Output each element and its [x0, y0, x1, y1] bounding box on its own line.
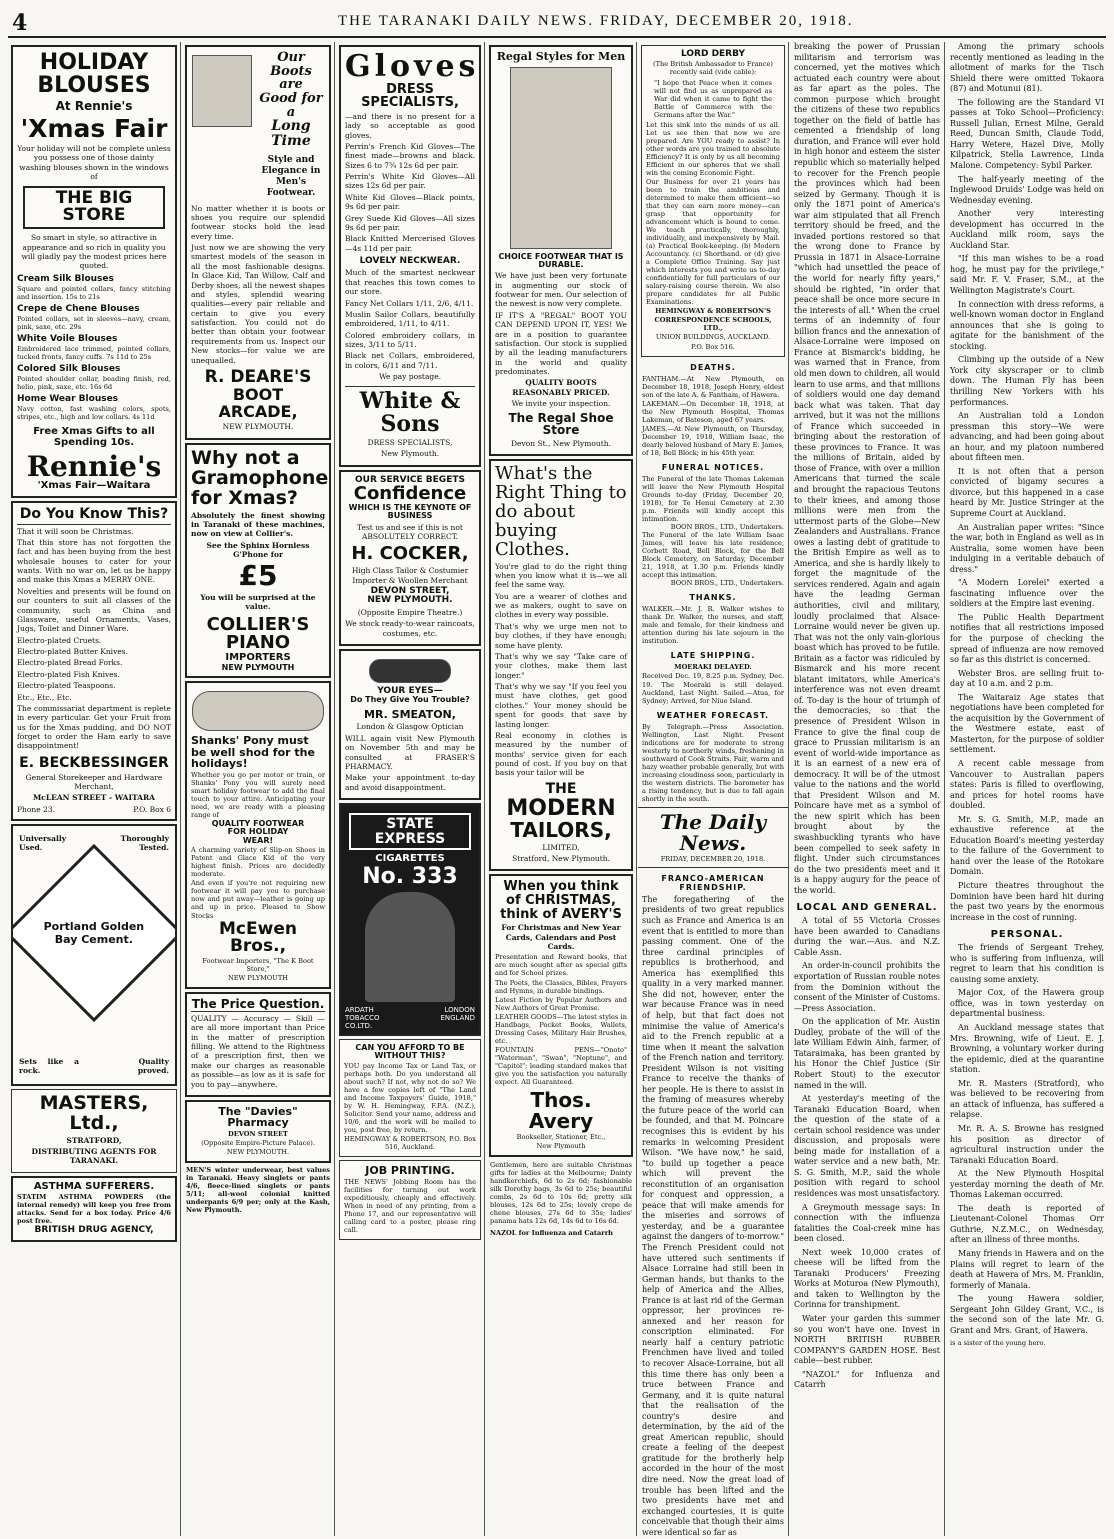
merchant-name: The Regal Shoe Store	[508, 410, 614, 438]
personal-list	[946, 943, 1108, 1336]
news-paragraph: In connection with dress reforms, a well-known woman doctor in England announces that she is going to agitate for the banishment of the stocking.	[950, 299, 1104, 351]
section-heading: LOCAL AND GENERAL.	[796, 902, 938, 914]
deare-boot-ad	[185, 45, 331, 440]
column-1	[8, 42, 181, 1536]
masters-ad	[11, 1089, 177, 1173]
ad-text: Stratford, New Plymouth.	[512, 854, 610, 863]
ad-text: HEMINGWAY & ROBERTSON, P.O. Box 516, Auckland.	[344, 1135, 476, 1152]
notice-signature: BOON BROS., LTD., Undertakers.	[670, 523, 784, 532]
ad-text: General Storekeeper and Hardware Merchant,	[25, 772, 163, 791]
ad-text: BRITISH DRUG AGENCY,	[34, 1225, 154, 1236]
ad-text: That's why we urge men not to buy clothes, if they have enough; some have plenty.	[495, 621, 627, 650]
ad-text: Whether you go per motor or train, or Shanks' Pony you will surely need smart holiday footwear to add the final touch to your attire. Anticipating your need, we are ready with a pleasing range of	[191, 770, 325, 820]
brand-number: No. 333	[362, 863, 458, 889]
blouse-desc: Square and pointed collars, fancy stitching and insertion. 15s to 21s	[17, 284, 171, 301]
ad-text: Presentation and Reward books, that are much sought after as special gifts and for School prizes.	[495, 953, 627, 978]
news-paragraph: At yesterday's meeting of the Taranaki Education Board, when the question of the state of a certain school residence was under discussion, and proposals were being made for installation of a water service and a new bath, Mr. S. G. Smith, M.P., said the whole position with regard to school residences was most unsatisfactory.	[794, 1094, 940, 1198]
ad-text: HEMINGWAY & ROBERTSON'S	[655, 307, 771, 316]
news-paragraph: Picture theatres throughout the Dominion have been hard hit during the past two years by the enormous increase in the cost of running.	[950, 881, 1104, 922]
cocker-tailor-ad	[339, 470, 481, 647]
ad-text: QUALITY FOOTWEAR	[211, 819, 305, 829]
ad-text: Style and Elegance in Men's Footwear.	[261, 154, 321, 199]
news-paragraph: Climbing up the outside of a New York city skyscraper or to climb down. The Human Fly has been thrilling New Yorkers with his performances.	[950, 355, 1104, 407]
section-heading: LATE SHIPPING.	[670, 651, 756, 661]
ad-text: You are a wearer of clothes and we as makers, ought to save on clothes in every way possible.	[495, 591, 627, 620]
news-paragraph: At the New Plymouth Hospital yesterday morning the death of Mr. Thomas Lakeman occurred.	[950, 1169, 1104, 1200]
ad-heading: The "Davies" Pharmacy	[218, 1104, 298, 1130]
ad-heading: Shanks' Pony must be well shod for the holidays!	[191, 734, 315, 771]
news-paragraph: A recent cable message from Vancouver to Australian papers states: Paris is filled to overflowing, and prices for hotel rooms have doubled.	[950, 759, 1104, 811]
merchant-name: TAILORS,	[510, 817, 612, 842]
news-paragraph: An order-in-council prohibits the exportation of Russian rouble notes from the Dominion without the consent of the Minister of Customs.—Press Association.	[794, 961, 940, 1013]
ad-heading: 'Xmas Fair	[20, 113, 168, 143]
ad-heading: Why not a Gramophone for Xmas?	[191, 446, 329, 509]
ad-text: Make your appointment to-day and avoid disappointment.	[345, 773, 475, 792]
list-item: Fancy Net Collars 1/11, 2/6, 4/11.	[345, 298, 474, 308]
merchant-name: MASTERS, Ltd.,	[39, 1091, 149, 1134]
ad-subheading: CHOICE FOOTWEAR THAT IS DURABLE.	[498, 251, 624, 269]
ad-heading: JOB PRINTING.	[365, 1164, 455, 1178]
brand-name: Rennie's	[26, 450, 162, 484]
ad-text: (The British Ambassador to France) recently said (vide cable):	[653, 60, 773, 77]
price-question-ad	[185, 992, 331, 1097]
ad-text: ARDATH TOBACCO CO.LTD.	[345, 1006, 380, 1030]
ad-text: WEAR!	[242, 835, 274, 845]
news-paragraph: Many friends in Hawera and on the Plains will regret to learn of the death at Hawera of Mrs. M. Franklin, formerly of Manaia.	[950, 1248, 1104, 1290]
news-paragraph: The young Hawera soldier, Sergeant John Gildey Grant, V.C., is the second son of the late Mr. G. Grant and Mrs. Grant, of Hawera.	[950, 1294, 1104, 1335]
news-paragraph: Major Cox, of the Hawera group office, was in town yesterday on departmental business.	[950, 988, 1104, 1019]
list-item: Grey Suede Kid Gloves—All sizes 9s 6d per pair.	[345, 213, 475, 232]
notice-text: Received Dec. 19, 8.25 p.m. Sydney, Dec. 19. The Moeraki is still delayed. Auckland, Last Night. Sailed.—Atua, for Sydney; Arrived, for Niue Island.	[642, 672, 784, 705]
news-paragraph: "A Modern Lorelei" exerted a fascinating influence over the soldiers at the Empire last evening.	[950, 578, 1104, 609]
ad-text: We invite your inspection.	[511, 399, 611, 409]
news-paragraph: A total of 55 Victoria Crosses have been awarded to Canadians during the war.—Aus. and N.Z. Cable Assn.	[794, 916, 940, 957]
blouse-name: Crepe de Chene Blouses	[17, 303, 140, 314]
ad-text: You're glad to do the right thing when you know what it is—we all feel the same way.	[495, 561, 627, 590]
blouse-desc: Pointed shoulder collar, beading finish, red, helio, pink, saxe, etc. 16s 6d	[17, 374, 171, 391]
ad-text: That's why we say "Take care of your clothes, make them last longer."	[495, 651, 627, 680]
merchant-name: White & Sons	[345, 386, 475, 436]
section-heading: THANKS.	[689, 593, 737, 603]
ad-text: We have just been very fortunate in augmenting our stock of footwear for men. Our selection of the newest is now very complete.	[495, 271, 627, 309]
ad-text: Do They Give You Trouble?	[350, 695, 470, 705]
list-item: Electro-plated Bread Forks.	[17, 658, 123, 668]
ad-heading: CAN YOU AFFORD TO BE WITHOUT THIS?	[355, 1043, 465, 1061]
ad-heading: The Price Question.	[191, 997, 325, 1012]
news-paragraph: Next week 10,000 crates of cheese will be lifted from the Taranaki Producers' Freezing Works at Moturoa (New Plymouth), and taken to Wellington by the Corinna for transhipment.	[794, 1247, 940, 1310]
list-item: Muslin Sailor Collars, beautifully embroidered, 1/11, to 4/11.	[345, 309, 475, 329]
phone: Phone 23.	[17, 804, 55, 814]
notice-text: The Funeral of the late Thomas Lakeman will leave the New Plymouth Hospital Grounds to-day (Friday, December 20, 1918), for Te Henui Cemetery at 2.30 p.m. Friends will kindly accept this intimation.	[642, 474, 784, 523]
merchant-name: R. DEARE'S	[204, 366, 312, 387]
merchant-name: ARCADE,	[218, 401, 298, 421]
notice-text: By Telegraph.—Press Association. Wellington, Last Night. Present indications are for moderate to strong westerly to northerly winds, freshening in southward of Cook Straits. Fair, warm and hazy weather probable generally, but with increasing cloudiness soon, particularly in the western districts. The barometer has a rising tendency, but is due to fall again shortly in the south.	[642, 722, 784, 803]
ad-text: FOR HOLIDAY	[227, 827, 289, 837]
editorial-text: The foregathering of the presidents of two great republics such as France and America is an event that is entitled to more than passing comment. One of the three cardinal principles of republics is brotherhood, and America has exemplified this quality in a very marked manner. She did not, however, enter the war because France was in need of help, but that fact does not minimise the value of America's aid to the French republic at a time when it meant the salvation of the French nation and territory. President Wilson is not visiting France to receive the thanks of her people. He is there to assist in the framing of measures whereby the future peace of the world can be founded, and that M. Poincare recognises this is evident by his remarks in welcoming President Wilson. "We have now," he said, "to build up together a peace which will prevent the reconstitution of an organisation for conquest and oppression, a peace that will make amends for the miseries and sorrows of yesterday, and be a guarantee against the dangers of to-morrow." The French President could not have uttered such sentiments if Alsace Lorraine had still been in German hands, but thanks to the help of America and the Allies, France is at last rid of the German oppressor, her provinces re-annexed and her reason for conscription eliminated. For nearly half a century patriotic Frenchmen have lived and toiled to recover Alsace-Lorraine, but all this time there has only been a truce between France and Germany, and it is quite natural that the realisation of the country's desire and determination, by the aid of the great American republic, should create a feeling of the deepest gratitude for the brotherly help accorded in the hour of the most dire need. Now the great load of trouble has been lifted and the two presidents have met and exchanged courtesies, it is quite conceivable that though their aims were identical so far as	[642, 894, 784, 1536]
ad-text: (Opposite Empire-Picture Palace).	[201, 1139, 315, 1148]
news-paragraph: is a sister of the young hero.	[950, 1339, 1046, 1348]
notice-text: JAMES.—At New Plymouth, on Thursday, December 19, 1918, William Isaac, the dearly beloved husband of Mary E. James, of 18, Bell Block; in his 45th year.	[642, 424, 784, 457]
ad-heading: LORD DERBY	[680, 49, 746, 59]
ad-text: Devon St., New Plymouth.	[511, 438, 611, 448]
ad-text: NEW PLYMOUTH.	[226, 1148, 290, 1157]
ad-text: UNION BUILDINGS, AUCKLAND.	[655, 333, 771, 342]
ad-text: NEW PLYMOUTH	[221, 662, 295, 672]
asthma-ad	[11, 1176, 177, 1242]
masthead-title: THE TARANAKI DAILY NEWS. FRIDAY, DECEMBER 20, 1918.	[338, 13, 854, 29]
neckwear-list	[345, 299, 475, 371]
news-paragraph: Mr. R. Masters (Stratford), who was believed to be recovering from an attack of influenza, has suffered a relapse.	[950, 1078, 1104, 1120]
news-paragraph: Water your garden this summer so you won't have one. Invest in NORTH BRITISH RUBBER COMPANY'S GARDEN HOSE. Best cable—best rubber.	[794, 1313, 940, 1366]
ad-text: LEATHER GOODS—The latest styles in Handbags, Pocket Books, Wallets, Dressing Cases, Military Hair Brushes, etc.	[495, 1012, 627, 1045]
ad-text: That's why we say "If you feel you must have clothes, get good clothes." Your money should be spent for goods that save by lasting longer.	[495, 682, 627, 729]
editorial-continued: breaking the power of Prussian militarism and terrorism was concerned, yet the motives which actuated each country were about as far apart as the poles. The common purpose which brought the citizens of these two republics together on the field of battle has cemented a friendship of long duration, and France will ever hold in high honor and esteem the sister republic which so materially helped to recover for the French people the provinces which had been seized by Germany. Though it is only the 1871 point of America's war aim stipulated that all French territory should be freed, and the invaded portions restored so that the wrong done to France by Prussia in 1871 in Alsace-Lorraine "which had unsettled the peace of the world for nearly fifty years," should be righted, "in order that peace shall be once more secure in the interests of all." When the cruel terms of an indemnity of four billion francs and the annexation of Alsace-Lorraine were imposed on France at Bismarck's bidding, he was warned that in France, from old men down to children, all would learn to use arms, and that millions of soldiers would one day demand back what was taken. That day arrived, but it was not the millions of France which succeeded in bringing about the restoration of these provinces to France. It was the millions of Britain, aided by those of France, with over a million Americans that turned the scale and brought the rapacious Teutons to their knees, and among those millions were men from the uttermost parts of the Globe—New Zealanders and Australians. France owes a lasting debt of gratitude to the British Empire as well as to America, and she is hardly likely to forget the magnitude of the services rendered. Again and again have the leading German authorities, civil and military, loudly proclaimed that Alsace-Lorraine would never be given up. That was not the only vain-glorious boast which has proved to be futile. Britain as a factor was ridiculed by Bismarck and his more recent blatant imitators, while America's interference was not even dreamt of. To-day is the hour of triumph of the democracies, so that the presence of President Wilson in France to give the final coup de grace to Prussian militarism is an event of world-wide importance as it is an earnest of a new era of democracy. It will be of the utmost value to the nations and the world that President Wilson and M. Poincare have met as a symbol of the new spirit which has been brought about by the swashbuckling tyrants who have been compelled to seek safety in flight. Under such circumstances do the two presidents meet and it is a happy augury for the peace of the world.	[794, 42, 940, 895]
ad-text: WILL again visit New Plymouth on November 5th and may be consulted at FRASER'S PHARMACY.	[345, 733, 475, 771]
paper-name: The Daily News.	[659, 809, 767, 855]
local-news-list	[790, 916, 944, 1391]
deaths-list	[642, 375, 784, 457]
ad-text: Bookseller, Stationer, Etc.,	[516, 1132, 606, 1141]
column-4	[486, 42, 637, 1536]
ad-heading: BLOUSES	[37, 73, 151, 99]
list-item: Black Knitted Mercerised Gloves—4s 11d per pair.	[345, 234, 475, 253]
ad-text: STATIM ASTHMA POWDERS (the internal remedy) will keep you free from attacks. Send for a box today. Price 4/6 post free.	[17, 1193, 171, 1226]
blouse-desc: Navy cotton, fast washing colors, spots, stripes, etc., high and low collars. 4s 11d	[17, 404, 171, 421]
news-paragraph: The Public Health Department notifies that all restrictions imposed for the purpose of checking the spread of influenza are now removed so far as this district is concerned.	[950, 612, 1104, 665]
ad-text: DEVON STREET,	[370, 586, 450, 597]
blouse-desc: Embroidered lace trimmed, pointed collars, tucked fronts, fancy cuffs. 7s 11d to 25s	[17, 344, 171, 361]
ad-text: Free Xmas Gifts to all Spending 10s.	[33, 426, 155, 448]
ad-quote: "I hope that Peace when it comes will not find us as unprepared as War did when it came to fight the Battle of Commerce with the Germans after the War."	[654, 78, 772, 119]
ad-heading: ASTHMA SUFFERERS.	[33, 1180, 155, 1192]
modern-tailors-ad	[489, 459, 633, 871]
ad-text: Let this sink into the minds of us all. Let us see then that now we are prepared. Are YOU ready to assist? In other words are you trained to absolute Efficiency? It is only by us all becoming Efficient in our spheres that we shall win the coming Economic Fight.	[646, 120, 780, 177]
avery-ad	[489, 874, 633, 1157]
ad-text: Just now we are showing the very smartest models of the season in all the most fashionable designs. In Glace Kid, Tan Willow, Calf and Derby shoes, all the newest shapes and styles, splendid wearing qualities—every pair reliable and certain to give you every satisfaction. You could not do better than obtain your footwear requirements from us. Inspect our New stocks—for value we are unequalled.	[191, 243, 325, 365]
news-paragraph: Webster Bros. are selling fruit to-day at 10 a.m. and 2 p.m.	[950, 668, 1104, 689]
ad-text: Test us and see if this is not ABSOLUTELY CORRECT.	[357, 522, 463, 542]
ad-text: IF IT'S A "REGAL" BOOT YOU CAN DEPEND UPON IT, YES! We are in a position to guarantee satisfaction. Our stock is supplied by all the leading manufacturers in the world and quality predominates.	[495, 310, 627, 377]
column-2	[182, 42, 335, 1536]
news-paragraph: The following are the Standard VI passes at Toko School—Proficiency: Russell Julian, Ernest Milne, Gerald Reed, Duncan Smith, Claude Todd, Harry Wetere, Hazel Dive, Molly Kilpatrick, Stella Lawrence, Linda Malone. Competency: Sybil Parker.	[950, 97, 1104, 171]
ad-subheading: CIGARETTES	[375, 853, 445, 865]
ad-address: McLEAN STREET - WAITARA	[32, 793, 156, 803]
ad-text: New Plymouth.	[380, 449, 440, 459]
whites-gloves-ad	[339, 45, 481, 467]
news-paragraph: Mr. R. A. S. Browne has resigned his position as director of agricultural instruction under the Taranaki Education Board.	[950, 1123, 1104, 1165]
merchant-name: COLLIER'S	[206, 613, 310, 635]
ad-text: That this store has not forgotten the fact and has been buying from the best wholesale houses to cater for your wants. With no war on, let us be happy and make this Xmas a MERRY ONE.	[17, 537, 171, 585]
ad-heading: Long Time	[271, 118, 311, 149]
ad-text: QUALITY — Accuracy — Skill — are all more important than Price in the matter of prescription filling. We attend to the Rightness of a prescription first, then we make our charges as reasonable as possible—as low as it is safe for you to pay—anywhere.	[191, 1013, 325, 1089]
ad-text: We pay postage.	[378, 372, 442, 382]
ad-text: (Opposite Empire Theatre.)	[357, 607, 463, 617]
list-item: Etc., Etc., Etc.	[17, 692, 72, 702]
blouse-desc: Pointed collars, set in sleeves—navy, cream, pink, saxe, etc. 29s	[17, 314, 171, 331]
merchant-name: H. COCKER,	[351, 543, 469, 565]
ad-text: NEW PLYMOUTH	[227, 974, 289, 983]
news-paragraph: On the application of Mr. Austin Dudley, probate of the will of the late William Edwin Ainh, farmer, of Tataraimaka, has been granted by his Honor the Chief Justice (Sir Robert Stout) to the executor named in the will.	[794, 1017, 940, 1090]
ad-text: High Class Tailor & Costumier Importer & Woollen Merchant	[351, 566, 469, 585]
boot-illustration	[192, 55, 252, 127]
section-heading: DEATHS.	[690, 362, 736, 372]
blouse-name: Colored Silk Blouses	[17, 363, 121, 374]
list-item: Electro-plated Butter Knives.	[17, 647, 128, 657]
ad-text: CORRESPONDENCE SCHOOLS, LTD.,	[654, 316, 772, 333]
list-item: White Kid Gloves—Black points, 9s 6d per pair.	[345, 192, 475, 212]
product-list	[17, 636, 171, 702]
ad-text: WHICH IS THE KEYNOTE OF BUSINESS	[348, 502, 472, 521]
ad-heading: YOUR EYES—	[377, 686, 443, 697]
news-paragraph: "NAZOL" for Influenza and Catarrh	[794, 1369, 940, 1390]
ad-heading: What's the Right Thing to do about buying Clothes.	[495, 463, 627, 560]
regal-shoe-ad	[489, 45, 633, 456]
classified-text: MEN'S winter underwear, best values in Taranaki. Heavy singlets or pants 4/6, fleece-lined singlets or pants 5/11; all-wool colonial knitted underpants 6/9 per; only at the Kash, New Plymouth.	[186, 1166, 330, 1215]
ad-text: No matter whether it is boots or shoes you require our splendid footwear stocks hold the lead every time.	[191, 203, 325, 241]
notice-text: LAKEMAN.—On December 18, 1918, at the New Plymouth Hospital, Thomas Lakeman, of Bateson, aged 67 years.	[642, 399, 784, 424]
ad-text: A charming variety of Slip-on Shoes in Patent and Glace Kid of the very highest finish. Prices are decidedly moderate.	[191, 846, 325, 879]
ad-text: DISTRIBUTING AGENTS FOR TARANAKI.	[31, 1146, 157, 1166]
ad-text: For Christmas and New Year Cards, Calendars and Post Cards.	[501, 923, 621, 952]
ad-text: STRATFORD,	[66, 1135, 122, 1145]
news-paragraph: An Australian paper writes: "Since the war, both in England as well as in Australia, some women have been indulging in a veritable debauch of dress."	[950, 522, 1104, 574]
ad-text: Novelties and presents will be found on our counters to suit all classes of the community, such as China and Glassware, useful Ornaments, Vases, Jugs, Toilet and Dinner Ware.	[17, 586, 171, 634]
ad-heading: Gloves	[345, 49, 480, 84]
ad-text: DRESS SPECIALISTS,	[367, 437, 453, 447]
list-item: Electro-plated Fish Knives.	[17, 669, 120, 679]
ad-text: We stock ready-to-wear raincoats, costumes, etc.	[345, 619, 475, 638]
ad-text: Absolutely the finest showing in Taranaki of these machines, now on view at Collier's.	[191, 510, 325, 539]
column-5	[638, 42, 789, 1536]
ad-text: That it will soon be Christmas.	[17, 526, 134, 536]
ad-text: YOU pay Income Tax or Land Tax, or perhaps both. Do you understand all about such? If not, why not do so? We have a few copies left of "The Land and Income Taxpayers' Guide, 1918," by W. H. Hemingway, F.P.A. (N.Z.), Solicitor. Send your name, address and 10/6, and the work will be mailed to you, post free, by return.	[344, 1061, 476, 1135]
ad-heading: Confidence	[353, 482, 467, 504]
po-box: P.O. Box 6	[133, 804, 171, 814]
davies-pharmacy-ad	[185, 1100, 331, 1163]
list-item: Black net Collars, embroidered, in colors, 6/11 and 7/11.	[345, 351, 475, 370]
column-6	[790, 42, 945, 1536]
ad-text: Universally Used.	[19, 833, 67, 853]
ad-text: The Poets, the Classics, Bibles, Prayers and Hymns, in durable bindings.	[495, 978, 627, 995]
news-paragraph: Among the primary schools recently mentioned as leading in the allotment of marks for the Tisch Shield there were omitted Tokaora (87) and Motunui (81).	[950, 42, 1104, 94]
ad-heading: Our Boots are	[270, 50, 312, 93]
classified-text: NAZOL for Influenza and Catarrh	[490, 1229, 613, 1238]
lord-derby-ad	[641, 45, 785, 357]
portland-cement-ad	[11, 824, 177, 1086]
ad-text: Real economy in clothes is measured by the number of months' service given for each pound of cost. If you buy on that basis your tailor will be	[495, 730, 627, 778]
paper-date: FRIDAY, DECEMBER 20, 1918.	[660, 854, 766, 863]
ad-text: NEW PLYMOUTH.	[367, 595, 453, 606]
ad-text: Thoroughly Tested.	[120, 833, 169, 853]
news-paragraph: The Waitaraiz Age states that negotiations have been completed for the acquisition by the Government of the Westmere estate, east of Masterton, for the purpose of soldier settlement.	[950, 692, 1104, 755]
news-paragraph: The friends of Sergeant Trehey, who is suffering from influenza, will regret to learn that his condition is causing some anxiety.	[950, 943, 1104, 984]
notice-text: The Funeral of the late William Isaac James, will leave his late residence, Corbett Road, Bell Block, for the Bell Block Cemetery, on Saturday, December 21, 1918, at 1.30 p.m. Friends kindly accept this intimation.	[642, 531, 784, 580]
ad-heading: Good for a	[259, 90, 323, 120]
list-item: Electro-plated Cruets.	[17, 635, 102, 645]
news-paragraphs	[946, 42, 1108, 923]
ad-text: THE NEWS' Jobbing Room has the facilities for turning out work expeditiously, cheaply and effectively. When in need of any printing, from a Phone 17, and our representative will calling card to a poster, please ring call.	[344, 1177, 476, 1234]
blouse-name: Home Wear Blouses	[17, 393, 119, 404]
list-item: Colored embroidery collars, in sizes, 3/11 to 5/11.	[345, 330, 475, 350]
blouse-list	[17, 274, 171, 421]
ad-text: You will be surprised at the value.	[200, 592, 316, 612]
ad-text: QUALITY BOOTS REASONABLY PRICED.	[512, 378, 610, 397]
news-paragraph: A Greymouth message says: In connection with the influenza fatalities the Coal-creek mine has been closed.	[794, 1202, 940, 1244]
ad-subheading: DRESS SPECIALISTS,	[361, 81, 459, 111]
news-paragraph: The death is reported of Lieutenant-Colonel Thomas Orr Guthrie, N.Z.M.C., on Wednesday, after an illness of three months.	[950, 1203, 1104, 1245]
smeaton-optician-ad	[339, 649, 481, 800]
merchant-name: E. BECKBESSINGER	[19, 754, 169, 771]
ad-text: The commissariat department is replete in every particular. Get your Fruit from us for the Xmas pudding, and DO NOT forget to order the Ham early to save disappointment!	[17, 703, 171, 751]
news-paragraph: Mr. S. G. Smith, M.P., made an exhaustive reference at the Education Board's meeting yesterday to the failure of the Government to hand over the lease of the Rotokare Domain.	[950, 814, 1104, 877]
ad-text: LONDON ENGLAND	[440, 1006, 475, 1022]
ad-heading: When you think of CHRISTMAS, think of AVERY'S	[500, 879, 622, 922]
price: £5	[238, 559, 278, 593]
ad-text: 'Xmas Fair—Waitara	[37, 480, 151, 492]
editorial-heading: FRANCO-AMERICAN FRIENDSHIP.	[661, 873, 765, 892]
ad-text: Much of the smartest neckwear that reaches this town comes to our store.	[345, 268, 475, 297]
masthead	[8, 8, 1106, 38]
ad-heading: HOLIDAY	[39, 50, 149, 75]
ad-text: —and there is no present for a lady so acceptable as good gloves.	[345, 111, 475, 140]
ad-text: LIMITED,	[542, 842, 580, 852]
merchant-name: MR. SMEATON,	[364, 707, 456, 721]
news-paragraph: The half-yearly meeting of the Inglewood Druids' Lodge was held on Wednesday evening.	[950, 174, 1104, 205]
ad-text: Our Business for over 21 years has been to train the ambitious and determined to make them efficient—so that they can earn more money—can grasp that opportunity for advancement which is bound to come. We teach practically, thoroughly, individually, and inexpensively by Mail. (a) Practical Book-keeping. (b) Modern Accountancy. (c) Shorthand. or (d) give a Complete Office Training. Say just which interests you and write us to-day confidentially for full particulars of our salary-raising course therein. We also prepare candidates for all Public Examinations.	[646, 177, 780, 307]
list-item: Electro-plated Teaspoons.	[17, 681, 116, 691]
shoe-illustration	[192, 691, 324, 731]
merchant-name: MODERN	[506, 795, 616, 821]
ad-text: Your holiday will not be complete unless you possess one of those dainty washing blouses shown in the windows of	[17, 144, 171, 182]
notice-signature: BOON BROS., LTD., Undertakers.	[670, 579, 784, 588]
column-3	[336, 42, 485, 1536]
tax-guide-ad	[339, 1039, 481, 1157]
ad-text: DEVON STREET	[228, 1130, 288, 1139]
news-paragraph: "If this man wishes to be a road hog, he must pay for the privilege," said Mr. F. V. Fraser, S.M., at the Wellington Magistrate's Court.	[950, 254, 1104, 296]
merchant-name: BOOT	[232, 384, 284, 404]
blouse-name: Cream Silk Blouses	[17, 273, 114, 284]
shoe-illustration	[510, 67, 612, 249]
know-this-ad	[11, 501, 177, 821]
ad-subheading: LOVELY NECKWEAR.	[359, 256, 461, 267]
cement-diamond	[11, 844, 177, 1022]
ad-text: FOUNTAIN PENS—"Onoto" "Waterman", "Swan", "Neptune", and "Capitol"; leading standard makes that give you the satisfaction you naturally expect. All Guaranteed.	[495, 1045, 627, 1086]
ad-text: Sets like a rock.	[19, 1056, 79, 1076]
news-paragraph: Another very interesting development has occurred in the Auckland milk room, says the Auckland Star.	[950, 209, 1104, 250]
ad-heading: STATE EXPRESS	[349, 813, 471, 850]
ad-heading: Portland Golden Bay Cement.	[43, 919, 145, 946]
list-item: Perrin's French Kid Gloves—The finest made—browns and black. Sizes 6 to 7¾ 12s 6d per pair.	[345, 141, 475, 170]
ad-text: New Plymouth	[536, 1141, 586, 1150]
news-paragraph: An Auckland message states that Mrs. Browning, wife of Lieut. E. J. Browning, a voluntary worker during the epidemic, died at the quarantine station.	[950, 1023, 1104, 1075]
column-7	[946, 42, 1108, 1536]
ad-text: So smart in style, so attractive in appearance and so rich in quality you will gladly pay the modest prices here quoted.	[21, 233, 167, 271]
blouse-name: White Voile Blouses	[17, 333, 118, 344]
merchant-name: McEwen Bros.,	[219, 918, 297, 957]
figure-illustration	[365, 892, 455, 1002]
state-express-ad	[339, 803, 481, 1036]
ad-text: P.O. Box 516.	[691, 342, 735, 351]
section-heading: FUNERAL NOTICES.	[661, 462, 765, 472]
section-heading: PERSONAL.	[990, 929, 1064, 941]
page-number: 4	[12, 10, 28, 36]
notice-text: FANTHAM.—At New Plymouth, on December 18, 1918, Joseph Henry, eldest son of the late A. & Fantham, of Hawera.	[642, 374, 784, 399]
ad-text: Latest Fiction by Popular Authors and New Authors of Great Promise.	[495, 995, 627, 1012]
ad-heading: Do You Know This?	[17, 507, 171, 525]
ad-text: London & Glasgow Optician	[356, 722, 464, 732]
job-printing-ad	[339, 1160, 481, 1240]
ad-text: And even if you're not requiring new footwear it will pay you to purchase now and put away—leather is going up and up in price. Pleased to Show Stocks	[191, 879, 325, 920]
collier-piano-ad	[185, 443, 331, 679]
ad-text: IMPORTERS	[225, 652, 291, 664]
ad-text: See the Sphinx Hornless G'Phone for	[206, 540, 310, 560]
spectacles-illustration	[369, 659, 451, 683]
list-item: Perrin's White Kid Gloves—All sizes 12s 6d per pair.	[345, 172, 475, 191]
mcewen-ad	[185, 681, 331, 989]
ad-text: OUR SERVICE BEGETS	[355, 474, 465, 485]
holiday-blouses-ad	[11, 45, 177, 498]
news-paragraph: An Australian told a London pressman this story—We were advancing, and had been going about an hour, and my platoon numbered about fifteen men.	[950, 411, 1104, 463]
ad-subheading: At Rennie's	[55, 99, 133, 114]
merchant-name: Thos. Avery	[528, 1087, 594, 1133]
glove-list	[345, 142, 475, 253]
merchant-name: PIANO	[225, 632, 291, 654]
store-name: THE BIG STORE	[23, 186, 165, 230]
section-subheading: MOERAKI DELAYED.	[674, 663, 752, 672]
ad-text: Footwear Importers, "The K Boot Store,"	[202, 957, 314, 974]
merchant-name: THE	[545, 780, 577, 797]
notice-text: WALKER.—Mr. J. R. Walker wishes to thank Dr. Walker, the nurses, and staff, male and female, for their kindness and attention during his late sojourn in the institution.	[642, 605, 784, 646]
ad-text: Quality proved.	[137, 1056, 169, 1076]
news-paragraph: It is not often that a person convicted of bigamy secures a divorce, but this happened in a case heard by Mr. Justice Stringer at the Supreme Court at Auckland.	[950, 466, 1104, 518]
section-heading: WEATHER FORECAST.	[656, 710, 770, 720]
ad-text: NEW PLYMOUTH.	[222, 422, 294, 432]
classified-text: Gentlemen, here are suitable Christmas gifts for ladies at the Melbourne; Dainty handkerchiefs, 6d to 2s 6d; fashionable silk Dorothy bags, 3s 6d to 25s; beautiful combs, 2s 6d to 10s 6d; pretty silk blouses, 12s 6d to 25s; lovely crepe de chene blouses, 27s 6d to 35s; ladies' panama hats 12s 6d, 14s 6d to 16s 6d.	[490, 1160, 632, 1226]
ad-heading: Regal Styles for Men	[496, 50, 626, 63]
